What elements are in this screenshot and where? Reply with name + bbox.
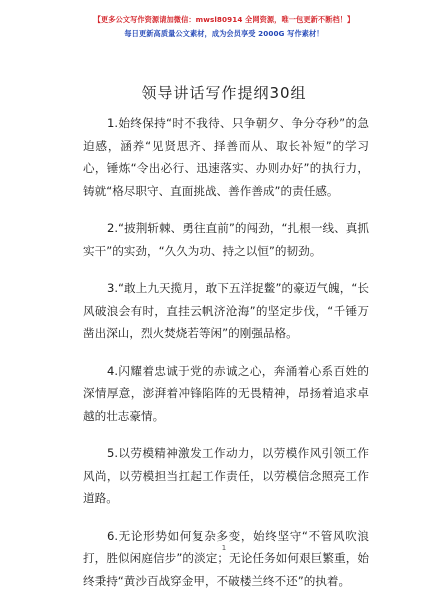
promo-banner-line-1: 【更多公文写作资源请加微信：mwsl80914 全网资源，唯一包更新不断档！】 <box>93 15 355 24</box>
paragraph-1: 1.始终保持“时不我待、只争朝夕、争分夺秒”的急迫感，涵养“见贤思齐、择善而从、取长补短”的学习心，锤炼“令出必行、迅速落实、办则办好”的执行力，铸就“格尽职守、直面挑战、善作善成”的责任感。 <box>83 116 369 198</box>
promo-banner-line-2: 每日更新高质量公文素材，成为会员享受 2000G 写作素材！ <box>124 29 324 38</box>
paragraph-5: 5.以劳模精神激发工作动力，以劳模作风引领工作风尚，以劳模担当扛起工作责任，以劳模信念照亮工作道路。 <box>83 446 369 505</box>
page-number: 1 <box>221 544 227 552</box>
document-title: 领导讲话写作提纲30组 <box>141 84 307 102</box>
paragraph-4: 4.闪耀着忠诚于党的赤诚之心，奔涌着心系百姓的深情厚意，澎湃着冲锋陷阵的无畏精神，昂扬着追求卓越的壮志豪情。 <box>83 363 369 423</box>
paragraph-6: 6.无论形势如何复杂多变，始终坚守“不管风吹浪打，胜似闲庭信步”的淡定；无论任务如何艰巨繁重，始终秉持“黄沙百战穿金甲，不破楼兰终不还”的执着。 <box>83 528 369 588</box>
document-body <box>83 112 369 607</box>
paragraph-3: 3.“敢上九天揽月，敢下五洋捉鳖”的豪迈气魄，“长风破浪会有时，直挂云帆济沧海”的坚定步伐，“千锤万凿出深山，烈火焚烧若等闲”的刚强品格。 <box>83 281 369 340</box>
paragraph-2: 2.“披荆斩棘、勇往直前”的闯劲，“扎根一线、真抓实干”的实劲，“久久为功、持之以恒”的韧劲。 <box>83 221 369 258</box>
